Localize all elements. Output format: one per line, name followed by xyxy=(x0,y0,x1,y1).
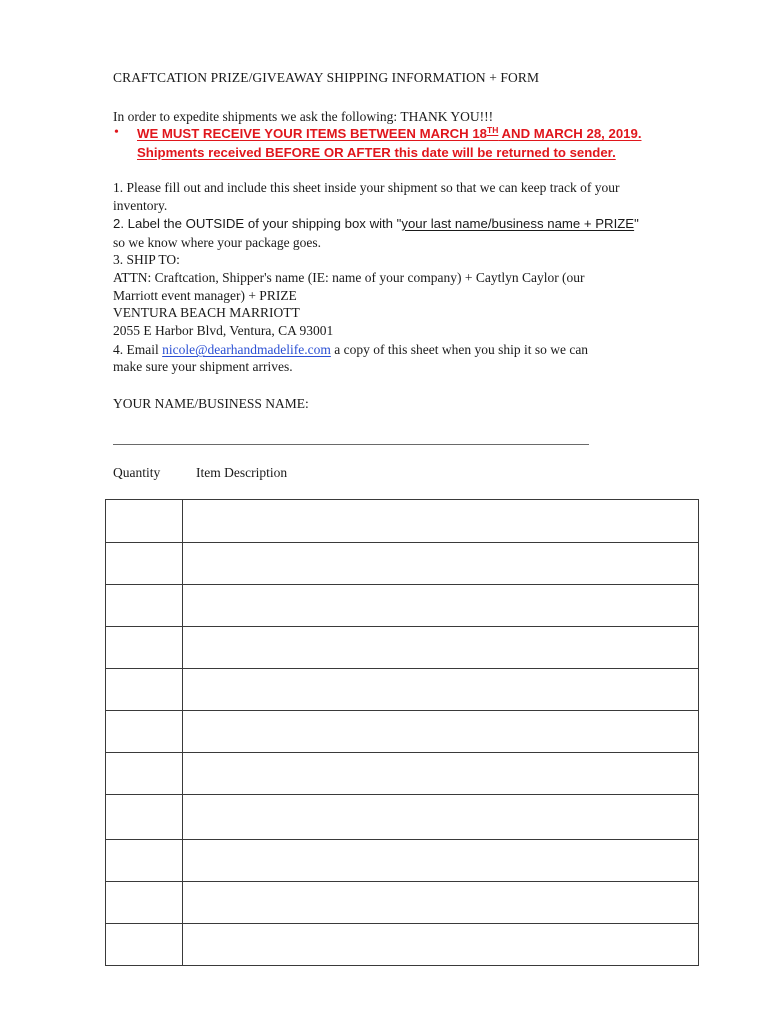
step-4-line-1: 4. Email nicole@dearhandmadelife.com a copy of this sheet when you ship it so we can xyxy=(113,342,589,357)
table-row xyxy=(106,924,699,966)
description-cell[interactable] xyxy=(183,669,699,711)
table-row xyxy=(106,840,699,882)
description-cell[interactable] xyxy=(183,840,699,882)
quantity-cell[interactable] xyxy=(106,924,183,966)
table-row xyxy=(106,585,699,627)
quantity-cell[interactable] xyxy=(106,585,183,627)
description-cell[interactable] xyxy=(183,882,699,924)
step-2-line-1: 2. Label the OUTSIDE of your shipping box with "your last name/business name + PRIZE" xyxy=(113,216,639,231)
description-cell[interactable] xyxy=(183,500,699,543)
description-cell[interactable] xyxy=(183,795,699,840)
step-1-line-2: inventory. xyxy=(113,198,168,213)
description-cell[interactable] xyxy=(183,543,699,585)
description-cell[interactable] xyxy=(183,585,699,627)
name-field-label: YOUR NAME/BUSINESS NAME: xyxy=(113,396,309,411)
ship-to-attn-line-2: Marriott event manager) + PRIZE xyxy=(113,288,297,303)
ship-to-venue: VENTURA BEACH MARRIOTT xyxy=(113,305,300,320)
ship-to-attn-line-1: ATTN: Craftcation, Shipper's name (IE: name of your company) + Caytlyn Caylor (our xyxy=(113,270,585,285)
label-instruction-underlined: your last name/business name + PRIZE xyxy=(401,216,635,231)
quantity-cell[interactable] xyxy=(106,882,183,924)
table-row xyxy=(106,882,699,924)
intro-text: In order to expedite shipments we ask the following: THANK YOU!!! xyxy=(113,109,494,124)
name-field-line[interactable] xyxy=(113,444,589,445)
description-cell[interactable] xyxy=(183,924,699,966)
quantity-cell[interactable] xyxy=(106,753,183,795)
quantity-cell[interactable] xyxy=(106,795,183,840)
quantity-cell[interactable] xyxy=(106,669,183,711)
step-3-heading: 3. SHIP TO: xyxy=(113,252,180,267)
receive-dates-notice: WE MUST RECEIVE YOUR ITEMS BETWEEN MARCH 18TH AND MARCH 28, 2019. xyxy=(137,125,642,141)
table-row xyxy=(106,711,699,753)
item-description-header: Item Description xyxy=(196,465,288,480)
table-row xyxy=(106,795,699,840)
step-1-line-1: 1. Please fill out and include this sheet inside your shipment so that we can keep track of your xyxy=(113,180,620,195)
return-warning: Shipments received BEFORE OR AFTER this date will be returned to sender. xyxy=(137,145,616,160)
quantity-cell[interactable] xyxy=(106,627,183,669)
quantity-header: Quantity xyxy=(113,465,161,480)
items-table xyxy=(105,499,699,966)
table-row xyxy=(106,543,699,585)
quantity-cell[interactable] xyxy=(106,711,183,753)
step-4-line-2: make sure your shipment arrives. xyxy=(113,359,293,374)
quantity-cell[interactable] xyxy=(106,500,183,543)
email-link[interactable]: nicole@dearhandmadelife.com xyxy=(162,342,331,357)
quantity-cell[interactable] xyxy=(106,840,183,882)
quantity-cell[interactable] xyxy=(106,543,183,585)
description-cell[interactable] xyxy=(183,753,699,795)
ship-to-address: 2055 E Harbor Blvd, Ventura, CA 93001 xyxy=(113,323,334,338)
table-row xyxy=(106,753,699,795)
description-cell[interactable] xyxy=(183,627,699,669)
table-row xyxy=(106,627,699,669)
table-row xyxy=(106,669,699,711)
form-title: CRAFTCATION PRIZE/GIVEAWAY SHIPPING INFORMATION + FORM xyxy=(113,70,540,85)
description-cell[interactable] xyxy=(183,711,699,753)
step-2-line-2: so we know where your package goes. xyxy=(113,235,322,250)
table-row xyxy=(106,500,699,543)
bullet-icon: • xyxy=(114,125,119,140)
